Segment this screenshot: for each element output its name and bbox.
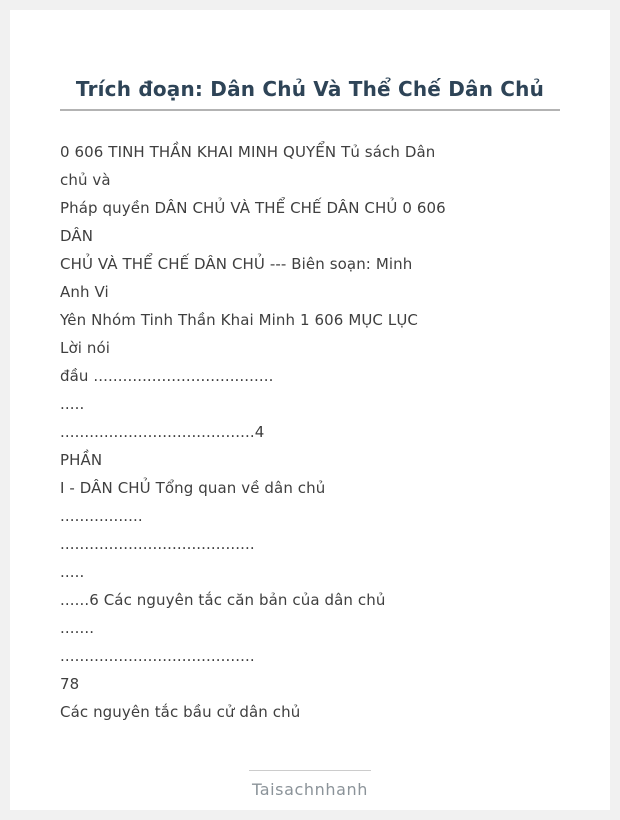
text-line: ..... [60,563,85,581]
text-line: đầu ..................................... [60,367,274,385]
text-line: Anh Vi [60,283,109,301]
title-divider [60,109,560,111]
text-line: ........................................ [60,647,255,665]
text-line: 78 [60,675,80,693]
page-title: Trích đoạn: Dân Chủ Và Thể Chế Dân Chủ [75,77,545,101]
body-text [60,138,560,726]
text-line: ................. [60,507,143,525]
text-line: Pháp quyền DÂN CHỦ VÀ THỂ CHẾ DÂN CHỦ 0 606 [60,199,446,217]
text-line: ....... [60,619,95,637]
text-line: DÂN [60,227,94,245]
page-card [10,10,610,810]
text-line: ........................................ [60,535,255,553]
text-line: ......6 Các nguyên tắc căn bản của dân chủ [60,591,386,609]
text-line: 0 606 TINH THẦN KHAI MINH QUYỂN Tủ sách Dân [60,143,436,161]
text-line: ........................................4 [60,423,265,441]
text-line: I - DÂN CHỦ Tổng quan về dân chủ [60,479,326,497]
text-line: PHẦN [60,451,103,469]
text-line: chủ và [60,171,111,189]
page-content [10,10,610,799]
text-line: CHỦ VÀ THỂ CHẾ DÂN CHỦ --- Biên soạn: Minh [60,255,413,273]
text-line: Lời nói [60,339,111,357]
footer-brand: Taisachnhanh [251,780,369,799]
text-line: Yên Nhóm Tinh Thần Khai Minh 1 606 MỤC LỤC [60,311,418,329]
text-line: Các nguyên tắc bầu cử dân chủ [60,703,301,721]
text-line: ..... [60,395,85,413]
footer-divider [249,770,371,771]
footer [60,770,560,799]
